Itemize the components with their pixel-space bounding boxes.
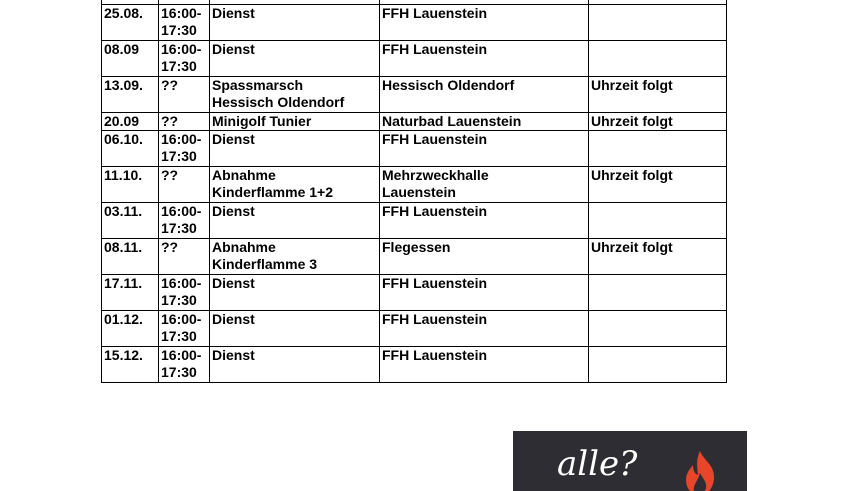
time-cell-text: 16:00- 17:30 [161,275,202,308]
place-cell-text: FFH Lauenstein [382,5,488,21]
table-row [102,347,727,383]
place-cell-text: FFH Lauenstein [382,347,488,363]
table-row [102,203,727,239]
place-cell [380,275,589,311]
place-cell-text: FFH Lauenstein [382,311,488,327]
note-cell [589,239,727,275]
table-row [102,275,727,311]
date-cell [102,275,159,311]
date-cell [102,311,159,347]
date-cell [102,77,159,113]
event-cell [210,347,380,383]
place-cell-text: Hessisch Oldendorf [382,77,515,93]
date-cell [102,131,159,167]
time-cell-text: 16:00- 17:30 [161,311,202,344]
event-cell-text: Dienst [212,347,255,363]
place-cell [380,203,589,239]
place-cell [380,311,589,347]
time-cell [159,275,210,311]
event-cell [210,311,380,347]
note-cell [589,131,727,167]
time-cell [159,77,210,113]
event-cell [210,5,380,41]
date-cell-text: 17.11. [104,275,143,291]
place-cell-text: FFH Lauenstein [382,41,488,57]
event-cell [210,113,380,131]
date-cell [102,113,159,131]
time-cell [159,203,210,239]
date-cell-text: 11.10. [104,167,143,183]
time-cell-text: ?? [161,77,179,93]
time-cell [159,311,210,347]
date-cell [102,239,159,275]
place-cell [380,239,589,275]
event-cell-text: Dienst [212,5,255,21]
date-cell [102,203,159,239]
time-cell-text: 16:00- 17:30 [161,5,202,38]
logo-script-text: alle? [557,444,638,484]
time-cell [159,239,210,275]
date-cell [102,41,159,77]
event-cell-text: Abnahme Kinderflamme 1+2 [212,167,333,200]
table-row [102,113,727,131]
event-cell-text: Dienst [212,311,255,327]
time-cell [159,347,210,383]
event-cell-text: Minigolf Tunier [212,113,312,129]
event-cell [210,77,380,113]
place-cell-text: Mehrzweckhalle Lauenstein [382,167,489,200]
note-cell [589,5,727,41]
note-cell-text: Uhrzeit folgt [591,167,673,183]
table-row [102,5,727,41]
place-cell [380,113,589,131]
note-cell [589,275,727,311]
date-cell [102,347,159,383]
place-cell-text: Flegessen [382,239,451,255]
flame-icon [679,449,721,491]
date-cell-text: 03.11. [104,203,143,219]
note-cell [589,203,727,239]
time-cell [159,113,210,131]
date-cell-text: 08.09 [104,41,140,57]
note-cell-text: Uhrzeit folgt [591,113,673,129]
time-cell-text: 16:00- 17:30 [161,41,202,74]
note-cell [589,311,727,347]
note-cell [589,167,727,203]
place-cell [380,5,589,41]
place-cell-text: FFH Lauenstein [382,131,488,147]
table-row [102,167,727,203]
note-cell-text: Uhrzeit folgt [591,239,673,255]
place-cell-text: Naturbad Lauenstein [382,113,522,129]
date-cell [102,167,159,203]
date-cell-text: 15.12. [104,347,143,363]
note-cell [589,41,727,77]
event-cell-text: Abnahme Kinderflamme 3 [212,239,318,272]
time-cell-text: 16:00- 17:30 [161,203,202,236]
time-cell-text: ?? [161,167,179,183]
date-cell-text: 20.09 [104,113,140,129]
table-row [102,311,727,347]
event-cell [210,239,380,275]
event-cell [210,131,380,167]
time-cell-text: 16:00- 17:30 [161,347,202,380]
event-cell-text: Dienst [212,275,255,291]
event-cell [210,41,380,77]
time-cell-text: 16:00- 17:30 [161,131,202,164]
event-cell-text: Spassmarsch Hessisch Oldendorf [212,77,345,110]
place-cell [380,347,589,383]
table-row [102,41,727,77]
place-cell-text: FFH Lauenstein [382,203,488,219]
event-cell-text: Dienst [212,203,255,219]
time-cell-text: ?? [161,239,179,255]
note-cell [589,77,727,113]
date-cell [102,5,159,41]
date-cell-text: 06.10. [104,131,143,147]
event-cell-text: Dienst [212,131,255,147]
table-row [102,131,727,167]
note-cell [589,347,727,383]
time-cell [159,41,210,77]
date-cell-text: 01.12. [104,311,143,327]
time-cell [159,5,210,41]
note-cell-text: Uhrzeit folgt [591,77,673,93]
note-cell [589,113,727,131]
event-cell [210,167,380,203]
place-cell [380,167,589,203]
event-cell-text: Dienst [212,41,255,57]
schedule-table [101,0,727,383]
place-cell [380,41,589,77]
time-cell [159,131,210,167]
place-cell [380,131,589,167]
table-row [102,239,727,275]
date-cell-text: 25.08. [104,5,143,21]
youth-fire-brigade-logo [513,431,747,491]
date-cell-text: 08.11. [104,239,143,255]
event-cell [210,203,380,239]
place-cell [380,77,589,113]
event-cell [210,275,380,311]
date-cell-text: 13.09. [104,77,143,93]
place-cell-text: FFH Lauenstein [382,275,488,291]
time-cell-text: ?? [161,113,179,129]
time-cell [159,167,210,203]
table-row [102,77,727,113]
